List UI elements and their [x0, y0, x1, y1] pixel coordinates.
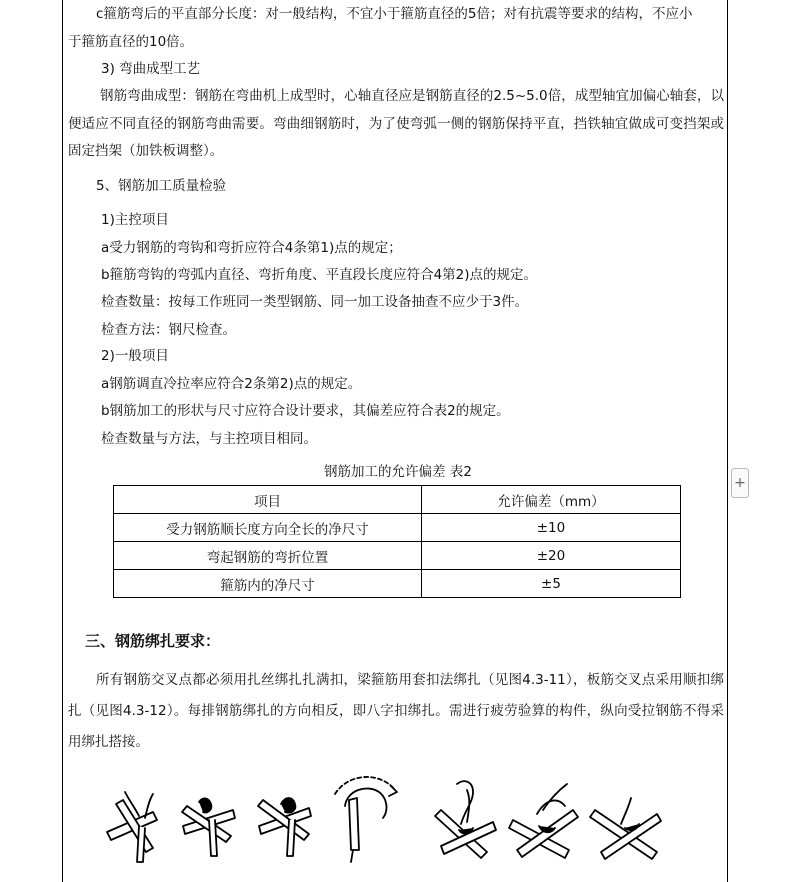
paragraph-binding: 所有钢筋交叉点都必须用扎丝绑扎扎满扣，梁箍筋用套扣法绑扎（见图4.3-11），板筋交叉点采用顺扣绑扎（见图4.3-12）。每排钢筋绑扎的方向相反，即八字扣绑扎。需进行疲劳验算的构件，纵向受拉钢筋不得采用绑扎搭接。	[68, 672, 724, 750]
text-line-c: c箍筋弯后的平直部分长度：对一般结构，不宜小于箍筋直径的5倍；对有抗震等要求的结构，不应小	[96, 6, 693, 22]
table-cell-tolerance: ±5	[422, 570, 681, 598]
text-general-check: 检查数量与方法，与主控项目相同。	[101, 431, 317, 447]
table-header-tolerance: 允许偏差（mm）	[422, 486, 681, 514]
text-general-a: a钢筋调直冷拉率应符合2条第2)点的规定。	[101, 376, 362, 392]
table-cell-tolerance: ±10	[422, 514, 681, 542]
table-row	[114, 570, 681, 598]
tie-figure-1	[107, 792, 157, 862]
table-header-item: 项目	[114, 486, 422, 514]
paragraph-bending: 钢筋弯曲成型：钢筋在弯曲机上成型时，心轴直径应是钢筋直径的2.5~5.0倍，成型轴宜加偏心轴套，以便适应不同直径的钢筋弯曲需要。弯曲细钢筋时，为了使弯弧一侧的钢筋保持平直，挡铁轴宜做成可变挡架或固定挡架（加铁板调整）。	[68, 88, 724, 159]
heading-general-items: 2)一般项目	[101, 348, 169, 364]
tolerance-table	[113, 485, 681, 598]
tie-figure-2	[182, 798, 235, 856]
text-item-b: b箍筋弯钩的弯弧内直径、弯折角度、平直段长度应符合4第2)点的规定。	[101, 267, 538, 283]
heading-quality-inspection: 5、钢筋加工质量检验	[96, 178, 227, 194]
table-row	[114, 542, 681, 570]
tie-figure-7	[590, 798, 661, 859]
text-item-a: a受力钢筋的弯钩和弯折应符合4条第1)点的规定；	[101, 240, 402, 256]
heading-main-items: 1)主控项目	[101, 212, 169, 228]
rebar-tying-illustration	[95, 770, 685, 880]
table-cell-item: 弯起钢筋的弯折位置	[114, 542, 422, 570]
tie-figure-5	[435, 781, 496, 858]
tie-figure-3	[258, 798, 311, 856]
table-header-row	[114, 486, 681, 514]
heading-bending-process: 3) 弯曲成型工艺	[101, 61, 201, 77]
text-check-method: 检查方法：钢尺检查。	[101, 322, 236, 338]
section-title-rebar-binding: 三、钢筋绑扎要求：	[85, 632, 221, 650]
table-row	[114, 514, 681, 542]
table-cell-tolerance: ±20	[422, 542, 681, 570]
text-check-quantity: 检查数量：按每工作班同一类型钢筋、同一加工设备抽查不应少于3件。	[101, 294, 529, 310]
table-cell-item: 受力钢筋顺长度方向全长的净尺寸	[114, 514, 422, 542]
expand-plus-button[interactable]: +	[731, 468, 749, 498]
table-cell-item: 箍筋内的净尺寸	[114, 570, 422, 598]
table-caption: 钢筋加工的允许偏差 表2	[324, 464, 472, 480]
text-line-c-cont: 于箍筋直径的10倍。	[68, 34, 194, 50]
tie-figure-6	[509, 784, 578, 858]
text-general-b: b钢筋加工的形状与尺寸应符合设计要求，其偏差应符合表2的规定。	[101, 403, 510, 419]
tie-figure-4	[335, 777, 397, 862]
